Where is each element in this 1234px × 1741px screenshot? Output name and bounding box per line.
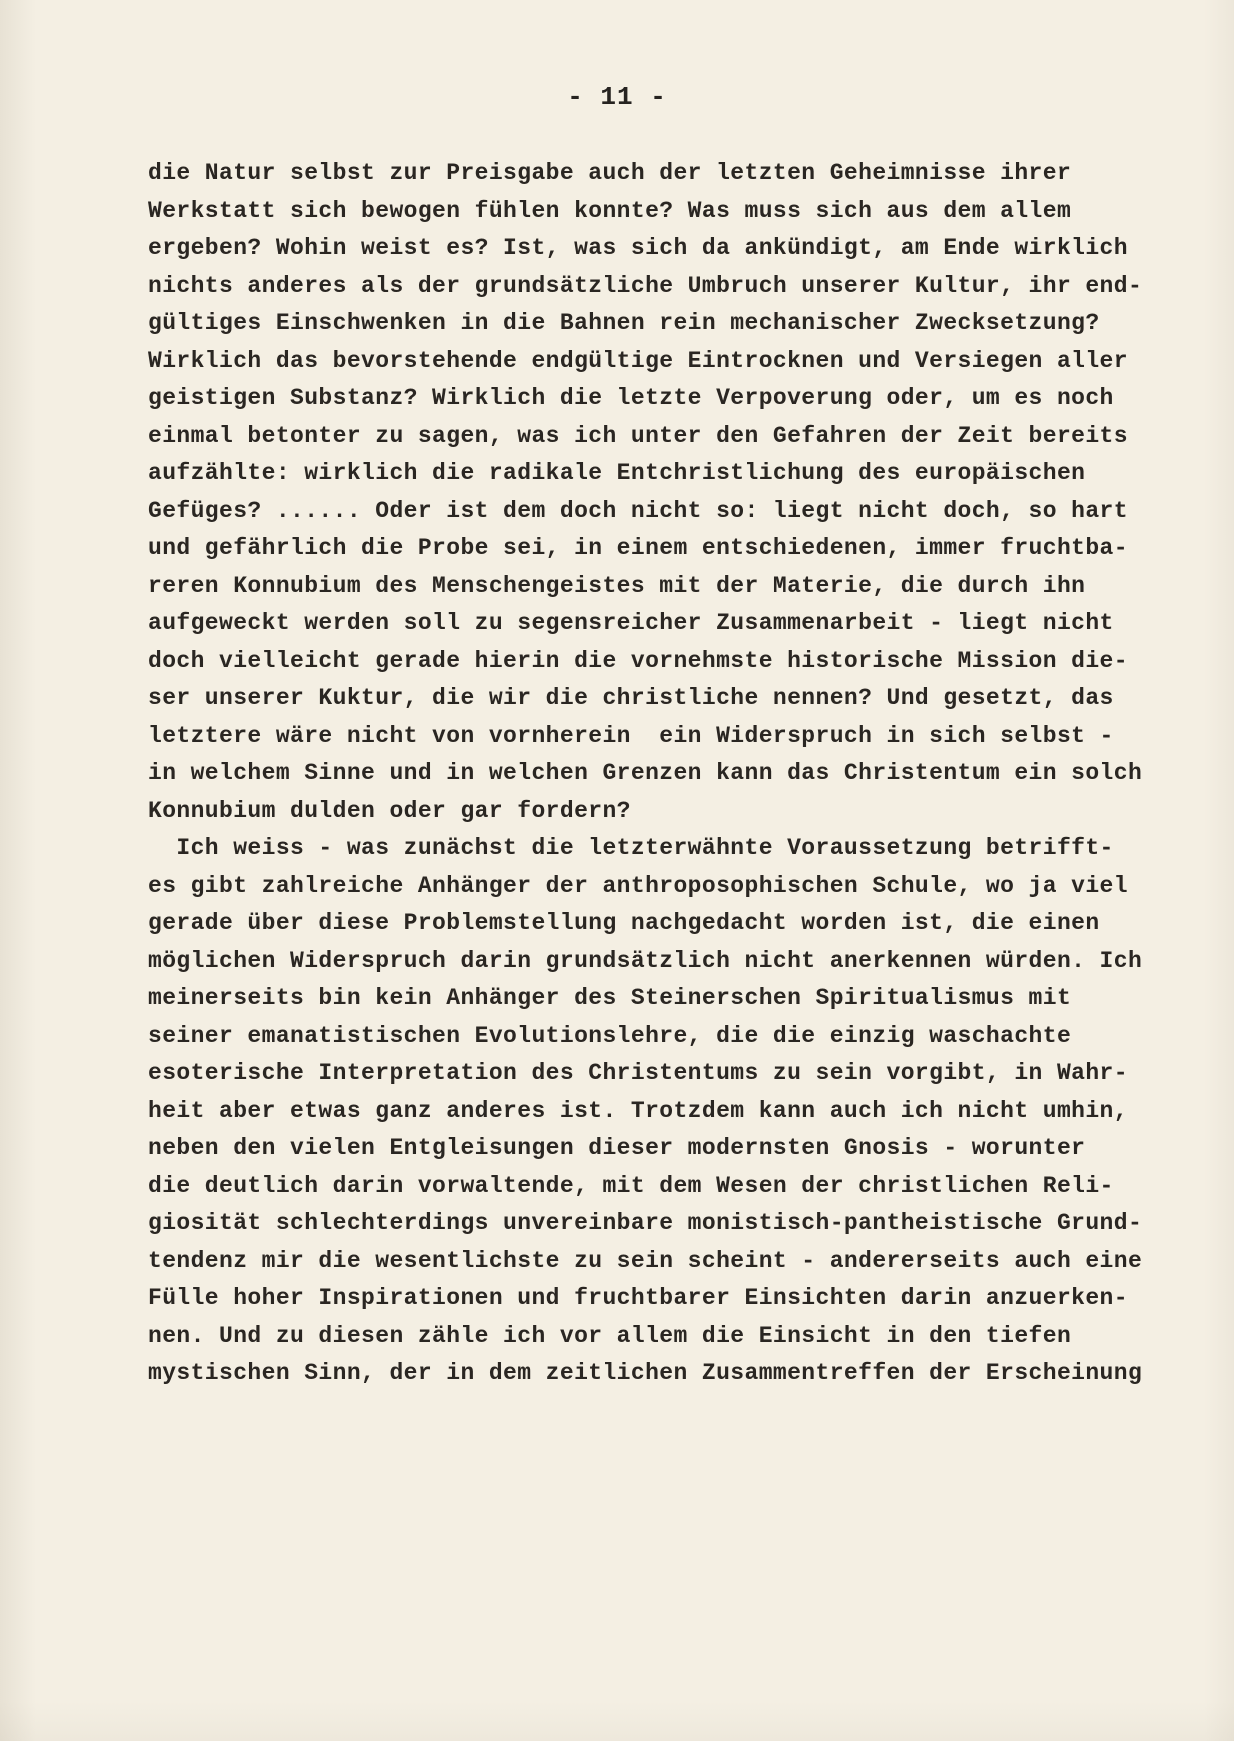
text-line: esoterische Interpretation des Christentums zu sein vorgibt, in Wahr-: [148, 1060, 1128, 1086]
text-line: nen. Und zu diesen zähle ich vor allem die Einsicht in den tiefen: [148, 1322, 1072, 1349]
text-line: reren Konnubium des Menschengeistes mit der Materie, die durch ihn: [148, 572, 1086, 599]
text-line: letztere wäre nicht von vornherein ein Widerspruch in sich selbst -: [148, 722, 1114, 749]
text-line: heit aber etwas ganz anderes ist. Trotzdem kann auch ich nicht umhin,: [148, 1097, 1128, 1124]
text-line: die deutlich darin vorwaltende, mit dem Wesen der christlichen Reli-: [148, 1172, 1114, 1199]
text-line: doch vielleicht gerade hierin die vornehmste historische Mission die-: [148, 647, 1128, 674]
text-line: mystischen Sinn, der in dem zeitlichen Zusammentreffen der Erscheinung: [148, 1360, 1143, 1386]
text-line: geistigen Substanz? Wirklich die letzte Verpoverung oder, um es noch: [148, 385, 1114, 411]
text-line: aufgeweckt werden soll zu segensreicher Zusammenarbeit - liegt nicht: [148, 610, 1114, 636]
text-line: aufzählte: wirklich die radikale Entchristlichung des europäischen: [148, 460, 1086, 486]
text-line: nichts anderes als der grundsätzliche Umbruch unserer Kultur, ihr end-: [148, 272, 1143, 299]
text-line: die Natur selbst zur Preisgabe auch der letzten Geheimnisse ihrer: [148, 160, 1072, 186]
text-line: Ich weiss - was zunächst die letzterwähnte Voraussetzung betrifft-: [148, 835, 1114, 861]
text-line: gerade über diese Problemstellung nachgedacht worden ist, die einen: [148, 910, 1100, 936]
text-line: neben den vielen Entgleisungen dieser modernsten Gnosis - worunter: [148, 1135, 1086, 1161]
text-line: seiner emanatistischen Evolutionslehre, die die einzig waschachte: [148, 1022, 1072, 1049]
page-number: - 11 -: [567, 82, 667, 112]
text-line: ser unserer Kuktur, die wir die christliche nennen? Und gesetzt, das: [148, 685, 1114, 711]
text-line: giosität schlechterdings unvereinbare monistisch-pantheistische Grund-: [148, 1210, 1143, 1236]
body-text: [148, 155, 1228, 1393]
text-line: Wirklich das bevorstehende endgültige Eintrocknen und Versiegen aller: [148, 347, 1128, 374]
text-line: möglichen Widerspruch darin grundsätzlich nicht anerkennen würden. Ich: [148, 947, 1143, 974]
text-line: tendenz mir die wesentlichste zu sein scheint - andererseits auch eine: [148, 1247, 1143, 1274]
text-line: es gibt zahlreiche Anhänger der anthroposophischen Schule, wo ja viel: [148, 872, 1128, 899]
text-line: meinerseits bin kein Anhänger des Steinerschen Spiritualismus mit: [148, 985, 1072, 1011]
text-line: und gefährlich die Probe sei, in einem entschiedenen, immer fruchtba-: [148, 535, 1128, 561]
text-line: Werkstatt sich bewogen fühlen konnte? Was muss sich aus dem allem: [148, 197, 1072, 224]
text-line: gültiges Einschwenken in die Bahnen rein mechanischer Zwecksetzung?: [148, 310, 1100, 336]
text-line: in welchem Sinne und in welchen Grenzen kann das Christentum ein solch: [148, 760, 1143, 786]
text-line: Gefüges? ...... Oder ist dem doch nicht so: liegt nicht doch, so hart: [148, 497, 1128, 524]
text-line: ergeben? Wohin weist es? Ist, was sich da ankündigt, am Ende wirklich: [148, 235, 1128, 261]
text-line: Fülle hoher Inspirationen und fruchtbarer Einsichten darin anzuerken-: [148, 1285, 1128, 1311]
text-line: Konnubium dulden oder gar fordern?: [148, 797, 631, 824]
text-line: einmal betonter zu sagen, was ich unter den Gefahren der Zeit bereits: [148, 422, 1128, 449]
